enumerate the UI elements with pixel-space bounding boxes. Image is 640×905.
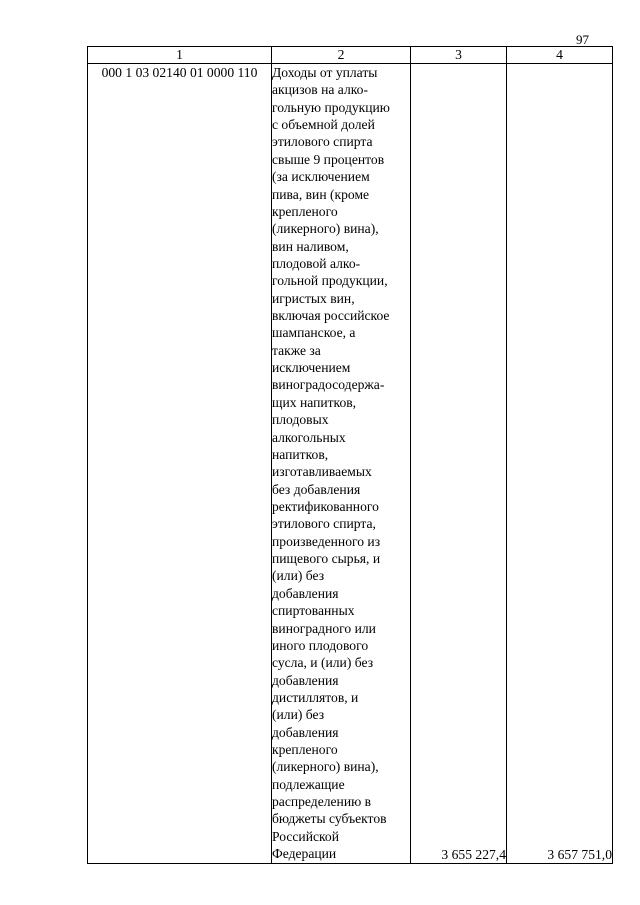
- revenue-name-line: алкогольных: [272, 429, 346, 445]
- revenue-name-line: напитков,: [272, 446, 329, 462]
- revenue-name-line: этилового спирта,: [272, 516, 376, 532]
- revenue-name-line: этилового спирта: [272, 134, 373, 150]
- revenue-name-line: иного плодового: [272, 637, 369, 653]
- budget-classification-code: 000 1 03 02140 01 0000 110: [88, 64, 272, 864]
- revenue-name-line: добавления: [272, 672, 339, 688]
- revenue-name-line: исключением: [272, 360, 351, 376]
- revenue-name-line: с объемной долей: [272, 117, 375, 133]
- revenue-name-line: изготавливаемых: [272, 464, 372, 480]
- page-number: 97: [576, 32, 589, 47]
- revenue-name-line: плодовой алко-: [272, 255, 361, 271]
- revenue-name-line: гольную продукцию: [272, 99, 390, 115]
- revenue-name-line: крепленого: [272, 742, 338, 758]
- revenue-name-line: (или) без: [272, 707, 325, 723]
- revenue-name-line: (за исключением: [272, 169, 370, 185]
- revenue-name-line: Российской: [272, 828, 339, 844]
- revenue-name-line: сусла, и (или) без: [272, 655, 374, 671]
- amount-column-4: 3 657 751,0: [507, 64, 613, 864]
- amount-column-3: 3 655 227,4: [411, 64, 507, 864]
- budget-table: [87, 46, 613, 864]
- revenue-name-line: шампанское, а: [272, 325, 356, 341]
- revenue-name-line: включая российское: [272, 308, 390, 324]
- revenue-name-line: спиртованных: [272, 603, 355, 619]
- revenue-name-line: Федерации: [272, 846, 337, 862]
- header-row: [88, 47, 613, 64]
- revenue-name-line: произведенного из: [272, 533, 381, 549]
- revenue-name-line: подлежащие: [272, 776, 345, 792]
- revenue-name-line: гольной продукции,: [272, 273, 388, 289]
- revenue-name-line: (ликерного) вина),: [272, 759, 379, 775]
- revenue-name-line: (ликерного) вина),: [272, 221, 379, 237]
- revenue-name-line: без добавления: [272, 481, 361, 497]
- column-header-4: 4: [507, 47, 613, 64]
- revenue-name-line: дистиллятов, и: [272, 689, 359, 705]
- revenue-name-line: распределению в: [272, 794, 372, 810]
- revenue-name-line: виноградосодержа-: [272, 377, 385, 393]
- revenue-name-line: бюджеты субъектов: [272, 811, 387, 827]
- revenue-name-line: также за: [272, 342, 321, 358]
- revenue-name-line: (или) без: [272, 568, 325, 584]
- revenue-name-line: добавления: [272, 585, 339, 601]
- revenue-name-line: добавления: [272, 724, 339, 740]
- revenue-name-line: пищевого сырья, и: [272, 551, 381, 567]
- revenue-name-line: свыше 9 процентов: [272, 151, 385, 167]
- column-header-1: 1: [88, 47, 272, 64]
- revenue-name-line: плодовых: [272, 412, 329, 428]
- revenue-name-line: щих напитков,: [272, 394, 357, 410]
- revenue-name-line: пива, вин (кроме: [272, 186, 370, 202]
- revenue-name: [272, 64, 411, 864]
- column-header-3: 3: [411, 47, 507, 64]
- revenue-name-line: виноградного или: [272, 620, 376, 636]
- table-row: [88, 64, 613, 864]
- column-header-2: 2: [272, 47, 411, 64]
- revenue-name-line: вин наливом,: [272, 238, 349, 254]
- revenue-name-line: акцизов на алко-: [272, 82, 368, 98]
- revenue-name-line: крепленого: [272, 203, 338, 219]
- revenue-name-line: ректификованного: [272, 498, 379, 514]
- revenue-name-line: игристых вин,: [272, 290, 355, 306]
- revenue-name-line: Доходы от уплаты: [272, 65, 378, 80]
